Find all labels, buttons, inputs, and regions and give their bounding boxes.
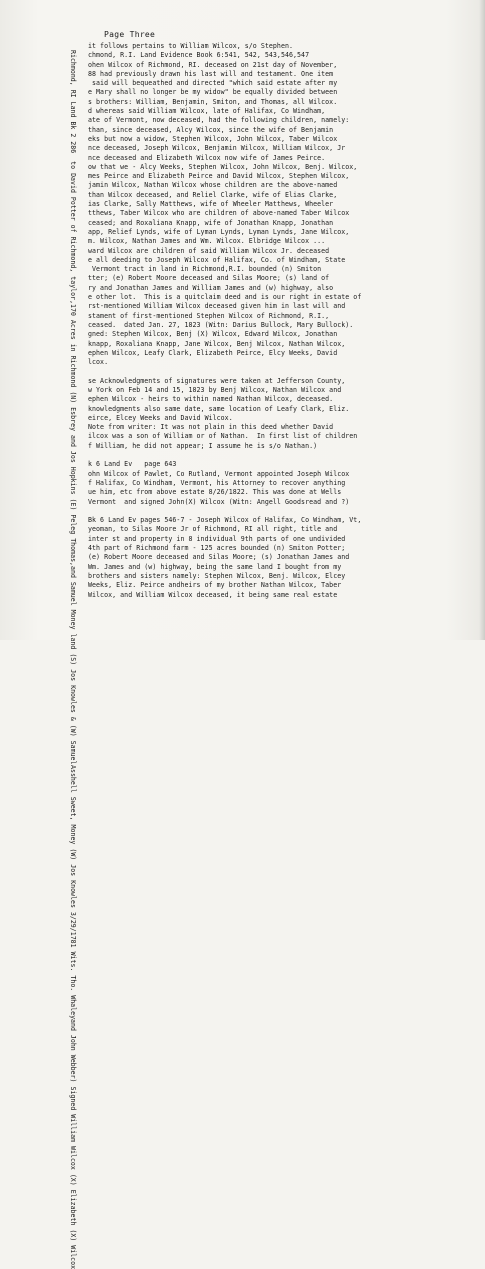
text-line: lcox. [88, 358, 109, 367]
text-line: nce deceased, Joseph Wilcox, Benjamin Wilcox, William Wilcox, Jr [88, 144, 346, 153]
text-line: se Acknowledgments of signatures were taken at Jefferson County, [88, 376, 346, 385]
margin-note-line: Asshell Sweet, Money (W) Jos Knowles 3/29/1781 Wits. Tho. Whaley [69, 764, 77, 1019]
text-line: w York on Feb 14 and 15, 1823 by Benj Wilcox, Nathan Wilcox and [88, 385, 342, 394]
text-line: ohen Wilcox of Richmond, RI. deceased on 21st day of November, [88, 60, 338, 69]
text-line: Wm. James and (w) highway, being the same land I bought from my [88, 562, 342, 571]
text-line: tter; (e) Robert Moore deceased and Silas Moore; (s) land of [88, 274, 330, 283]
page-edge-shadow [479, 0, 485, 640]
text-line: f William, he did not appear; I assume he is s/o Nathan.) [88, 441, 318, 450]
text-line: e all deeding to Joseph Wilcox of Halifax, Co. of Windham, State [88, 255, 346, 264]
text-line: ate of Vermont, now deceased, had the following children, namely: [88, 116, 350, 125]
margin-note [18, 50, 78, 1269]
margin-note-line: and John Webber) Signed William Wilcox (X) Elizabeth (X) Wilcox [69, 1018, 77, 1269]
text-line: chmond, R.I. Land Evidence Book 6:541, 542, 543,546,547 [88, 51, 310, 60]
text-line: ohn Wilcox of Pawlet, Co Rutland, Vermont appointed Joseph Wilcox [88, 469, 350, 478]
text-line: s brothers: William, Benjamin, Smiton, and Thomas, all Wilcox. [88, 97, 338, 106]
text-line: 4th part of Richmond farm - 125 acres bounded (n) Smiton Potter; [88, 544, 346, 553]
text-line: Wilcox, and William Wilcox deceased, it being same real estate [88, 590, 338, 599]
text-line: mes Peirce and Elizabeth Peirce and David Wilcox, Stephen Wilcox, [88, 172, 350, 181]
text-line: ephen Wilcox, Leafy Clark, Elizabeth Peirce, Elcy Weeks, David [88, 348, 338, 357]
text-line: ue him, etc from above estate 8/26/1822. This was done at Wells [88, 488, 342, 497]
text-line: Note from writer: It was not plain in this deed whether David [88, 423, 334, 432]
page-header: Page Three [104, 30, 156, 39]
text-line: Vermont and signed John(X) Wilcox (Witn: Angell Goodsread and ?) [88, 497, 350, 506]
text-line: app, Relief Lynds, wife of Lyman Lynds, Lyman Lynds, Jane Wilcox, [88, 227, 350, 236]
margin-note-line: Richmond, RI Land Bk 2 286 to David Potter of Richmond, taylor, [69, 50, 77, 305]
text-line: ward Wilcox are children of said William Wilcox Jr. deceased [88, 246, 330, 255]
text-line: ceased; and Roxaliana Knapp, wife of Jonathan Knapp, Jonathan [88, 218, 334, 227]
text-line: Vermont tract in land in Richmond,R.I. bounded (n) Smiton [88, 265, 322, 274]
text-line: jamin Wilcox, Nathan Wilcox whose children are the above-named [88, 181, 338, 190]
text-line: it follows pertains to William Wilcox, s/o Stephen. [88, 42, 294, 50]
text-line: yeoman, to Silas Moore Jr of Richmond, RI all right, title and [88, 525, 338, 534]
text-line: eks but now a widow, Stephen Wilcox, John Wilcox, Taber Wilcox [88, 134, 338, 143]
text-line: ilcox was a son of William or of Nathan. In first list of children [88, 432, 358, 441]
text-line: Bk 6 Land Ev pages 546-7 - Joseph Wilcox of Halifax, Co Windham, Vt, [88, 516, 362, 525]
text-line: f Halifax, Co Windham, Vermont, his Attorney to recover anything [88, 478, 346, 487]
text-line: ceased. dated Jan. 27, 1823 (Witn: Darius Bullock, Mary Bullock). [88, 320, 354, 329]
text-line: Weeks, Eliz. Peirce andheirs of my brother Nathan Wilcox, Taber [88, 581, 342, 590]
text-line: k 6 Land Ev page 643 [88, 460, 177, 469]
text-line: knowledgments also same date, same location of Leafy Clark, Eliz. [88, 404, 350, 413]
text-line: ow that we - Alcy Weeks, Stephen Wilcox, John Wilcox, Benj. Wilcox, [88, 162, 358, 171]
margin-note-line: and Samuel Money land (S) Jos Knowles & (W) Samuel [69, 566, 77, 765]
text-line: d whereas said William Wilcox, late of Halifax, Co Windham, [88, 107, 326, 116]
text-line: than, since deceased, Alcy Wilcox, since the wife of Benjamin [88, 125, 334, 134]
text-line: (e) Robert Moore deceased and Silas Moore; (s) Jonathan James and [88, 553, 350, 562]
blank-line [88, 367, 480, 376]
text-line: inter st and property in 8 individual 9th parts of one undivided [88, 534, 346, 543]
text-line: rst-mentioned William Wilcox deceased given him in last will and [88, 302, 346, 311]
text-line: nce deceased and Elizabeth Wilcox now wife of James Peirce. [88, 153, 326, 162]
text-line: e other lot. This is a quitclaim deed and is our right in estate of [88, 293, 362, 302]
text-line: ias Clarke, Sally Matthews, wife of Wheeler Matthews, Wheeler [88, 200, 334, 209]
margin-note-line: 170 Acres in Richmond (N) Esbrey and Jos Hopkins (E) Peleg Thomas, [69, 304, 77, 567]
text-line: brothers and sisters namely: Stephen Wilcox, Benj. Wilcox, Elcey [88, 571, 346, 580]
text-line: tthews, Taber Wilcox who are children of above-named Taber Wilcox [88, 209, 350, 218]
text-line: ry and Jonathan James and William James and (w) highway, also [88, 283, 334, 292]
text-line: gned: Stephen Wilcox, Benj (X) Wilcox, Edward Wilcox, Jonathan [88, 330, 338, 339]
text-line: than Wilcox deceased, and Reliel Clarke, wife of Elias Clarke, [88, 190, 338, 199]
text-line: said will bequeathed and directed "which said estate after my [88, 79, 338, 88]
text-line: stament of first-mentioned Stephen Wilcox of Richmond, R.I., [88, 311, 330, 320]
text-line: ephen Wilcox - heirs to within named Nathan Wilcox, deceased. [88, 395, 334, 404]
blank-line [88, 507, 480, 516]
document-body [88, 42, 480, 632]
text-line: 88 had previously drawn his last will and testament. One item [88, 69, 334, 78]
text-line: eirce, Elcey Weeks and David Wilcox. [88, 413, 233, 422]
blank-line [88, 451, 480, 460]
text-line: e Mary shall no longer be my widow" be equally divided between [88, 88, 338, 97]
text-line: knapp, Roxaliana Knapp, Jane Wilcox, Benj Wilcox, Nathan Wilcox, [88, 339, 346, 348]
text-line: m. Wilcox, Nathan James and Wm. Wilcox. Elbridge Wilcox ... [88, 237, 326, 246]
